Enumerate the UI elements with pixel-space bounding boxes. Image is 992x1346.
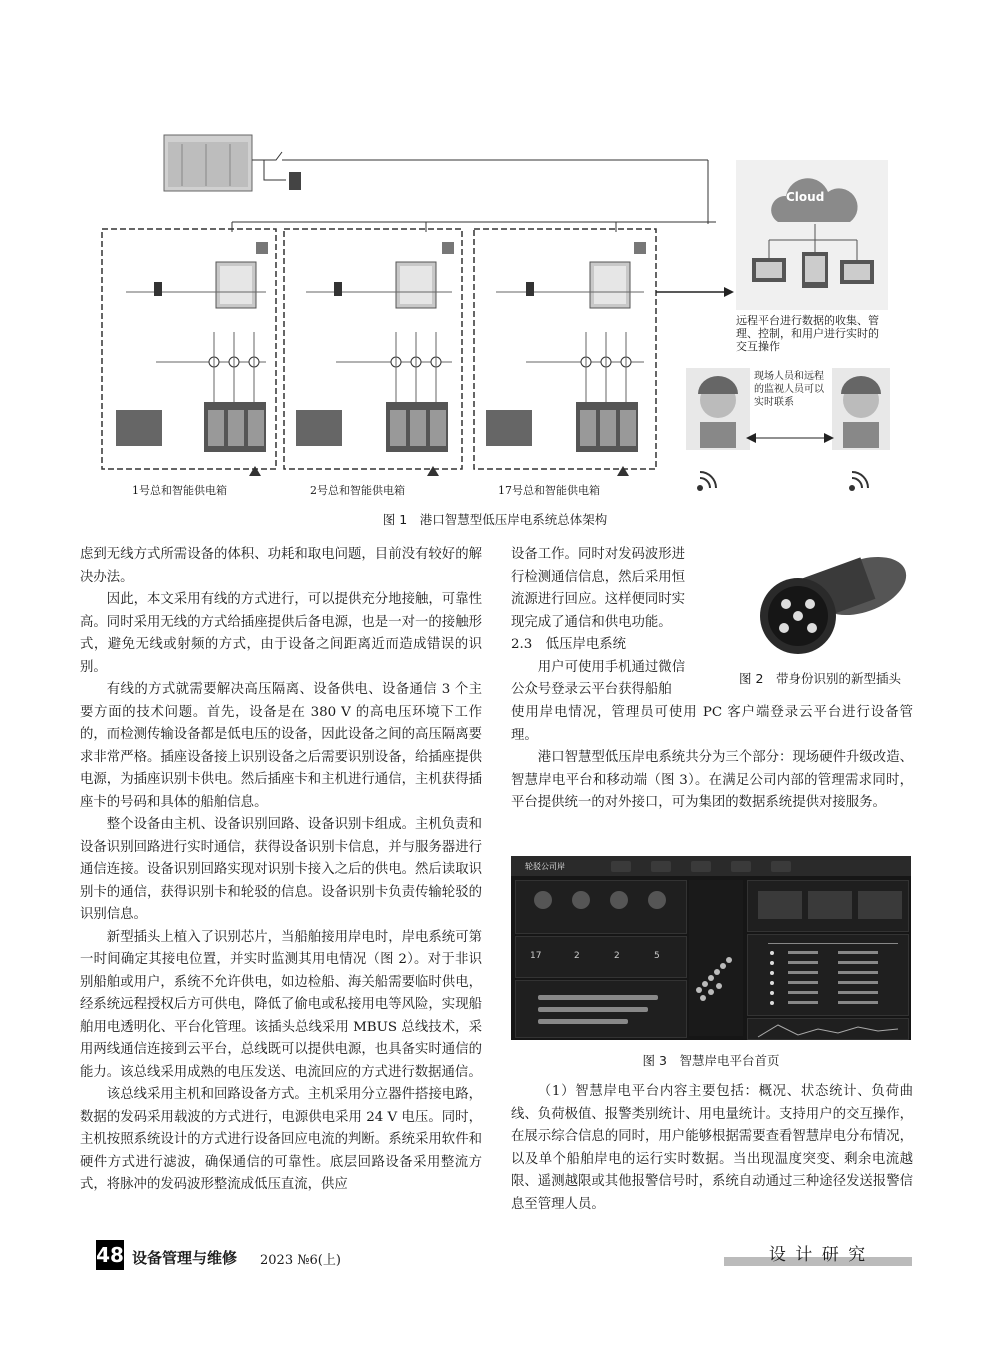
text-line: 设备工作。同时对发码波形进 [511,547,686,562]
stat-value: 5 [654,951,660,961]
overview-panel [515,880,687,934]
stat-value: 2 [574,951,580,961]
text-line: 用户可使用手机通过微信 [537,659,686,675]
right-column-end [511,1081,913,1216]
field-staff-text: 现场人员和远程的监视人员可以实时联系 [754,371,824,408]
wifi-icon [697,472,716,491]
text-line: 行检测通信信息，然后采用恒 [511,569,686,585]
text-line: 现完成了通信和供电功能。 [511,614,672,630]
figure-3-dashboard [511,856,911,1040]
paragraph: 整个设备由主机、设备识别回路、设备识别卡组成。主机负责和设备识别回路进行实时通信，获得设备识别卡信息，并与服务器进行通信连接。设备识别回路实现对识别卡接入之后的供电。然后读取识别卡的通信，获得识别卡和轮驳的信息。设备识别卡负责传输轮驳的识别信息。 [80,817,482,922]
wifi-icon [849,472,868,491]
box-label-17: 17号总和智能供电箱 [498,484,600,497]
ship-list-panel [747,934,909,1016]
paragraph: 该总线采用主机和回路设备方式。主机采用分立器件搭接电路，数据的发码采用载波的方式进行，电源供电采用 24 V 电压。同时，主机按照系统设计的方式进行设备回应电流的判断。系统采用软件和硬件方式进行滤波，确保通信的可靠性。底层回路设备采用整流方式，将脉冲的发码波形整流成低压直流，供应 [80,1087,482,1192]
map-panel [689,880,743,1036]
page-number: 48 [96,1240,124,1270]
journal-name: 设备管理与维修 [132,1249,238,1267]
figure-1-caption: 图 1 港口智慧型低压岸电系统总体架构 [382,512,608,527]
box-label-1: 1号总和智能供电箱 [132,484,227,497]
paragraph: 虑到无线方式所需设备的体积、功耗和取电问题，目前没有较好的解决办法。 [80,547,482,585]
dashboard-title: 轮驳公司岸 [525,862,565,871]
nav-tab[interactable] [611,861,631,872]
paragraph: 因此，本文采用有线的方式进行，可以提供充分地接触，可靠性高。同时采用无线的方式给插座提供后备电源，也是一对一的接触形式，避免无线或射频的方式，由于设备之间距离近而造成错误的识别。 [80,592,482,675]
dashboard-nav [511,856,911,876]
stat-value: 17 [530,951,542,961]
load-panel [515,980,687,1038]
realtime-panel [747,880,909,932]
text-line: 公众号登录云平台获得船舶 [511,682,672,697]
remote-platform-text: 远程平台进行数据的收集、管理、控制，和用户进行实时的交互操作 [736,314,879,353]
curve-panel [747,1018,909,1040]
section-heading: 2.3 低压岸电系统 [511,637,627,652]
nav-tab[interactable] [771,861,791,872]
right-column-top [511,544,711,702]
paragraph: 有线的方式就需要解决高压隔离、设备供电、设备通信 3 个主要方面的技术问题。首先，设备是在 380 V 的高电压环境下工作的，而检测传输设备都是低电压的设备，因此设备之间的高压隔离要求非常严格。插座设备接上识别设备之后需要识别设备，给插座提供电源，为插座识别卡供电。然后插座卡和主机进行通信，主机获得插座卡的号码和具体的船舶信息。 [80,682,482,810]
stats-panel [515,936,687,978]
paragraph: 港口智慧型低压岸电系统共分为三个部分：现场硬件升级改造、智慧岸电平台和移动端（图 3）。在满足公司内部的管理需求同时，平台提供统一的对外接口，可为集团的数据系统提供对接服务。 [511,750,913,810]
paragraph: （1）智慧岸电平台内容主要包括：概况、状态统计、负荷曲线、负荷极值、报警类别统计、用电量统计。支持用户的交互操作，在展示综合信息的同时，用户能够根据需要查看智慧岸电分布情况，以及单个船舶岸电的运行实时数据。当出现温度突变、剩余电流越限、遥测越限或其他报警信号时，系统自动通过三种途径发送报警信息至管理人员。 [511,1084,913,1212]
figure-2-plug [740,546,916,660]
paragraph: 使用岸电情况，管理员可使用 PC 客户端登录云平台进行设备管理。 [511,705,913,743]
right-column-body [511,702,913,815]
nav-tab[interactable] [691,861,711,872]
nav-tab[interactable] [731,861,751,872]
text-line: 流源进行回应。这样便同时实 [511,592,686,607]
box-label-2: 2号总和智能供电箱 [310,484,405,497]
stat-value: 2 [614,951,620,961]
figure-3-caption: 图 3 智慧岸电平台首页 [642,1053,780,1068]
issue-number: 2023 №6(上) [260,1253,341,1268]
paragraph: 新型插头上植入了识别芯片，当船舶接用岸电时，岸电系统可第一时间确定其接电位置，并实时监测其用电情况（图 2）。对于非识别船舶或用户，系统不允许供电，如边检船、海关船需要临时供电，经系统远程授权后方可供电，降低了偷电或私接用电等风险，实现船舶用电透明化、平台化管理。该插头总线采用 MBUS 总线技术，采用两线通信连接到云平台，总线既可以提供电源，也具备实时通信的能力。该总线采用成熟的电压发送、电流回应的方式进行数据通信。 [80,929,482,1080]
left-column [80,544,482,1197]
nav-tab[interactable] [651,861,671,872]
cloud-label: Cloud [786,190,825,204]
figure-1-architecture [96,132,894,498]
section-label: 设 计 研 究 [724,1244,912,1266]
figure-2-caption: 图 2 带身份识别的新型插头 [739,671,901,686]
